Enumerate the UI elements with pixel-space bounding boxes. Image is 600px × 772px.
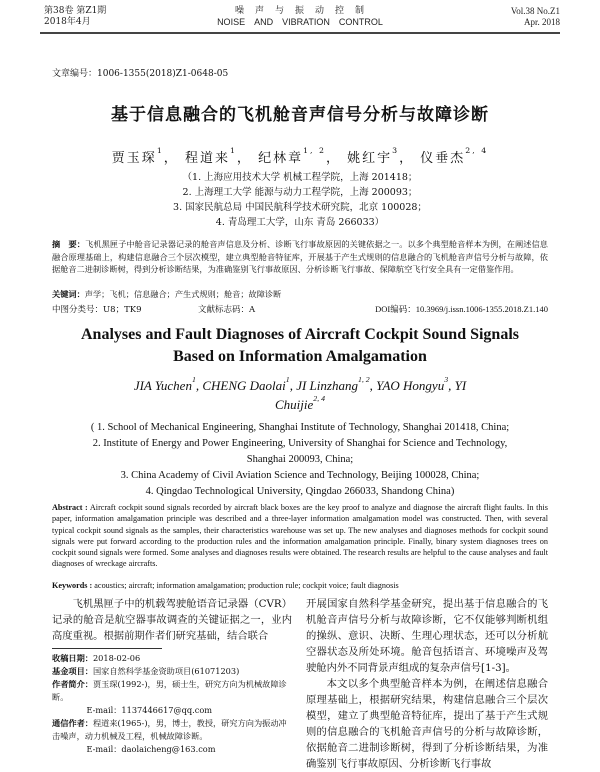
title-en: Analyses and Fault Diagnoses of Aircraft Cockpit Sound Signals Based on Information Amalgamation	[81, 326, 519, 365]
abstract-cn: 摘 要：飞机黑匣子中舱音记录器记录的舱音声信息及分析、诊断飞行事故原因的关键依据之一。以多个典型舱音样本为例，在阐述信息融合原理基础上，构建信息融合三个层次模型，建立典型舱音特征库，开展基于产生式规则的信息融合的飞机舱音声信号分析与故障，依据舱音二进制诊断树，得到分析诊断结果，为准确鉴别飞行事故原因、分析诊断飞行事故、保障航空飞行安全具有一定借鉴作用。	[52, 239, 548, 274]
header-issue: Vol.38 No.Z1 Apr. 2018	[510, 6, 560, 27]
body-right-paragraph-1: 开展国家自然科学基金研究，提出基于信息融合的飞机舱音声信号分析与故障诊断，它不仅能够判断机组的操纵、意识、决断、生理心理状态，还可以分析航空器状态及所处环境。舱音包括语言、环境噪声及驾驶舱内外不同背景声组成的复杂声信号[1-3]。	[306, 598, 548, 674]
keywords-cn: 关键词：声学；飞机；信息融合；产生式规则；舱音；故障诊断	[52, 289, 282, 299]
affiliations-cn: （1. 上海应用技术大学 机械工程学院，上海 201418； 2. 上海理工大学 能源与动力工程学院，上海 200093； 3. 国家民航总局 中国民航科学技术研究院，北京 100028； 4. 青岛理工大学，山东 青岛 266033）	[173, 172, 427, 228]
abstract-en: Abstract : Aircraft cockpit sound signals recorded by aircraft black boxes are the key proof to analyze and diagnose the aircraft flight faults. In this paper, information amalgamation principle was described and a three-layer information amalgamation model was constructed. Then, with several typical cockpit sound signals as the samples, their characteristics warehouse was set up. The new analyses and diagnoses methods for cockpit sound signals were put forward according to the production rules and the information amalgamation principle. Finally, binary system diagnoses trees on cockpit sound signals were formed. Some analyses and diagnoses results were obtained. The research results are helpful to the cause analyses and fault diagnoses of wreckage aircrafts.	[52, 503, 548, 569]
title-cn: 基于信息融合的飞机舱音声信号分析与故障诊断	[111, 105, 489, 125]
body-left-paragraph: 飞机黑匣子中的机载驾驶舱语音记录器（CVR）记录的舱音是航空器事故调查的关键证据之一，业内高度重视。根据前期作者们研究基础，结合联合	[52, 598, 292, 642]
authors-cn: 贾玉琛$^1$， 程道来$^1$， 纪林章$^{1, 2}$， 姚红宇$^3$， 仪垂杰$^{2, 4}$	[111, 146, 489, 166]
header-rule	[40, 32, 560, 34]
article-id: 文章编号：1006-1355(2018)Z1-0648-05	[52, 69, 229, 79]
authors-en: JIA Yuchen$^1$, CHENG Daolai$^1$, JI Linzhang$^{1, 2}$, YAO Hongyu$^3$, YI Chuijie$^{2, 4}$	[133, 375, 467, 412]
doi: DOI编码：10.3969/j.issn.1006-1355.2018.Z1.140	[375, 304, 548, 314]
clc-code: 中图分类号：U8；TK9	[52, 305, 142, 315]
header-journal: 噪 声 与 振 动 控 制 NOISE AND VIBRATION CONTROL	[217, 6, 383, 27]
body-right-column	[306, 596, 548, 770]
document-code: 文献标志码：A	[198, 305, 256, 315]
footnote-rule	[52, 648, 162, 649]
affiliations-en: ( 1. School of Mechanical Engineering, Shanghai Institute of Technology, Shanghai 201418, China; 2. Institute of Energy and Power Engineering, University of Shanghai for Science and Technology, Shanghai 200093, China; 3. China Academy of Civil Aviation Science and Technology, Beijing 100028, China; 4. Qingdao Technological University, Qingdao 266033, Shandong China)	[90, 422, 510, 497]
keywords-en: Keywords : acoustics; aircraft; information amalgamation; production rule; cockpit voice; fault diagnosis	[52, 581, 399, 590]
body-right-paragraph-2: 本文以多个典型舱音样本为例，在阐述信息融合原理基础上，根据研究结果，构建信息融合三个层次模型，建立了典型舱音特征库，提出了基于产生式规则的信息融合的飞机舱音声信号的分析与故障诊断，依据舱音二进制诊断树，得到了分析诊断结果，为准确鉴别飞行事故原因、分析诊断飞行事故	[306, 678, 548, 770]
header-volume: 第38卷 第Z1期 2018年4月	[44, 6, 107, 27]
footnotes: 收稿日期：2018-02-06 基金项目：国家自然科学基金资助项目(61071203) 作者简介：贾玉琛(1992-)，男，硕士生，研究方向为机械故障诊断。 E-mail：1137446617@qq.com 通信作者：程道来(1965-)，男，博士，教授，研究方向为振动冲击噪声，动力机械及工程，机械故障诊断。 E-mail：daolaicheng@163.com	[52, 653, 287, 754]
